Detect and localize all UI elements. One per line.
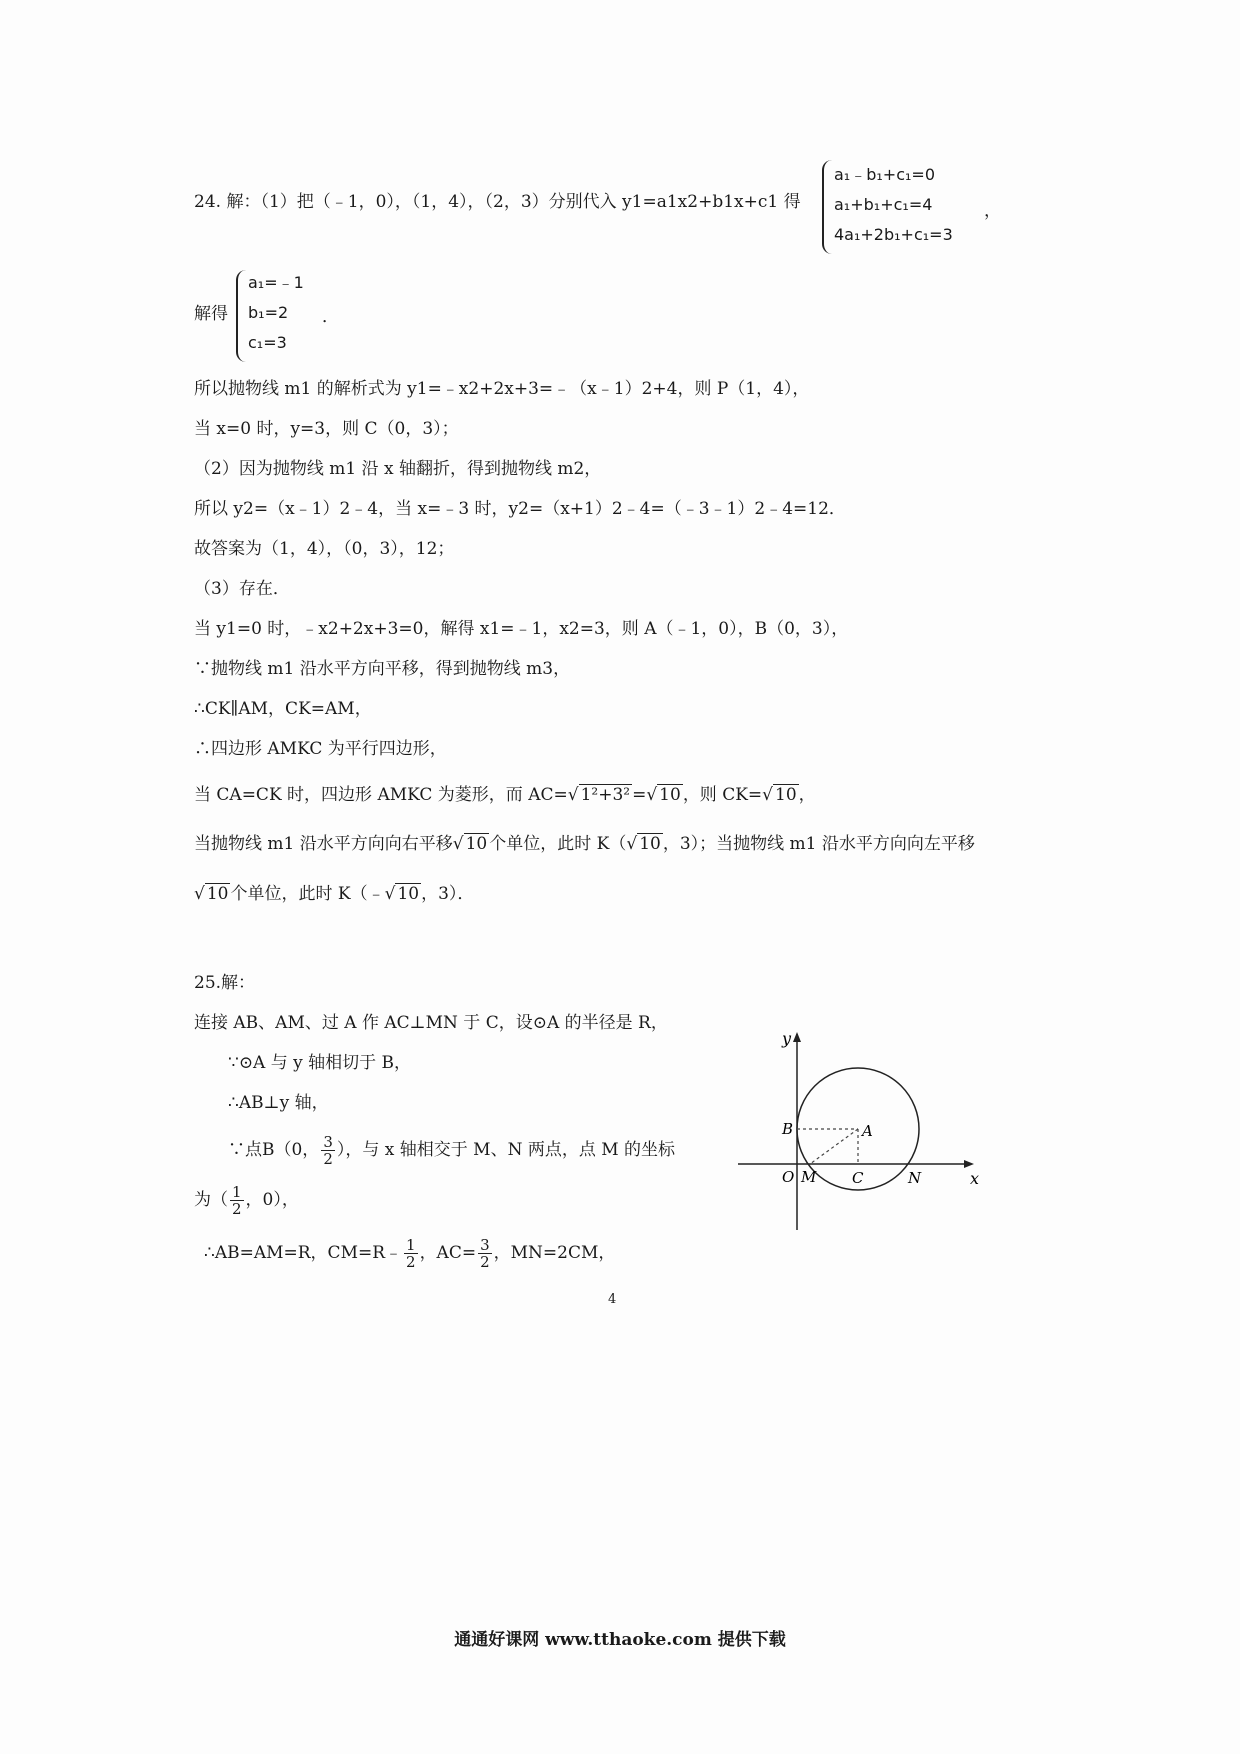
equation-system-1 xyxy=(834,160,953,250)
q25-line-4: ∵点B（0， $\frac{3}{2}$ ），与 x 轴相交于 M、N 两点，点 M 的坐标 xyxy=(228,1133,676,1168)
x-axis-arrow xyxy=(964,1160,974,1168)
label-m: M xyxy=(801,1168,817,1186)
page-number: 4 xyxy=(608,1292,617,1307)
y-axis-arrow xyxy=(793,1032,801,1042)
q25-line-2: ∵⊙A 与 y 轴相切于 B， xyxy=(228,1053,412,1073)
q25-line-3: ∴AB⊥y 轴， xyxy=(228,1093,329,1113)
q25-heading: 25.解： xyxy=(194,973,256,993)
sqrt-radicand: 1²+3² xyxy=(580,785,631,805)
sqrt-10: 10 xyxy=(206,884,229,904)
q24-line-3: 所以抛物线 m1 的解析式为 y1=﹣x2+2x+3=﹣（x﹣1）2+4，则 P（1，4）， xyxy=(194,379,810,399)
system-2-tail: ． xyxy=(322,307,339,327)
label-y: y xyxy=(782,1030,792,1048)
q24-line-13: 当 CA=CK 时，四边形 AMKC 为菱形，而 AC=√ 1²+3² =√ 10 ，则 CK=√ 10 ， xyxy=(194,785,816,805)
system-1-tail: ， xyxy=(984,201,1001,221)
label-b: B xyxy=(782,1120,794,1138)
brace-system-2 xyxy=(236,270,246,362)
q24-line-6: 所以 y2=（x﹣1）2﹣4，当 x=﹣3 时，y2=（x+1）2﹣4=（﹣3﹣1）2﹣4=12． xyxy=(194,499,846,519)
q24-line-15: √ 10 个单位，此时 K（﹣√ 10 ，3）． xyxy=(194,884,475,904)
system-1-eq-1: a₁﹣b₁+c₁=0 xyxy=(834,165,935,184)
label-o: O xyxy=(782,1168,795,1186)
sqrt-10: 10 xyxy=(397,884,420,904)
sqrt-10: 10 xyxy=(659,785,681,805)
segment-am xyxy=(810,1129,858,1164)
q24-line-12: ∴四边形 AMKC 为平行四边形， xyxy=(194,739,447,759)
sqrt-10: 10 xyxy=(465,834,488,854)
fraction-3-2: $\frac{3}{2}$ xyxy=(480,1236,490,1271)
q24-line-14: 当抛物线 m1 沿水平方向向右平移√ 10 个单位，此时 K（√ 10 ，3）；当抛物线 m1 沿水平方向向左平移 xyxy=(194,834,975,854)
label-n: N xyxy=(908,1169,922,1187)
sqrt-10: 10 xyxy=(775,785,797,805)
q24-line-11: ∴CK∥AM，CK=AM， xyxy=(194,699,372,719)
fraction-1-2: $\frac{1}{2}$ xyxy=(406,1236,416,1271)
q25-line-5: 为（ $\frac{1}{2}$ ，0）， xyxy=(194,1183,299,1218)
brace-system-1 xyxy=(822,160,832,254)
solve-label: 解得 xyxy=(194,304,228,324)
fraction-3-2: $\frac{3}{2}$ xyxy=(323,1133,333,1168)
sqrt-10: 10 xyxy=(639,834,661,854)
q25-line-6: ∴AB=AM=R，CM=R﹣ $\frac{1}{2}$ ，AC= $\frac{3}{2}$ ，MN=2CM， xyxy=(204,1236,616,1271)
q24-line-9: 当 y1=0 时，﹣x2+2x+3=0，解得 x1=﹣1，x2=3，则 A（﹣1，0），B（0，3）， xyxy=(194,619,849,639)
equation-system-2 xyxy=(248,268,304,358)
system-2-eq-2: b₁=2 xyxy=(248,303,289,322)
fraction-1-2: $\frac{1}{2}$ xyxy=(232,1183,242,1218)
system-2-eq-3: c₁=3 xyxy=(248,333,287,352)
system-2-eq-1: a₁=﹣1 xyxy=(248,273,304,292)
circle-figure xyxy=(738,1030,988,1235)
q24-line-10: ∵抛物线 m1 沿水平方向平移，得到抛物线 m3， xyxy=(194,659,571,679)
q24-line-1: 24. 解：（1）把（﹣1，0），（1，4），（2，3）分别代入 y1=a1x2+b1x+c1 得 xyxy=(194,192,801,212)
label-c: C xyxy=(852,1169,864,1187)
q24-line-5: （2）因为抛物线 m1 沿 x 轴翻折，得到抛物线 m2， xyxy=(194,459,602,479)
q24-line-8: （3）存在． xyxy=(194,579,290,599)
system-1-eq-2: a₁+b₁+c₁=4 xyxy=(834,195,933,214)
footer-credit: 通通好课网 www.tthaoke.com 提供下载 xyxy=(454,1630,786,1650)
q25-line-1: 连接 AB、AM、过 A 作 AC⊥MN 于 C，设⊙A 的半径是 R， xyxy=(194,1013,668,1033)
q24-line-4: 当 x=0 时，y=3，则 C（0，3）； xyxy=(194,419,459,439)
label-x: x xyxy=(970,1169,980,1188)
q24-line-7: 故答案为（1，4），（0，3），12； xyxy=(194,539,455,559)
system-1-eq-3: 4a₁+2b₁+c₁=3 xyxy=(834,225,953,244)
label-a: A xyxy=(862,1122,873,1140)
